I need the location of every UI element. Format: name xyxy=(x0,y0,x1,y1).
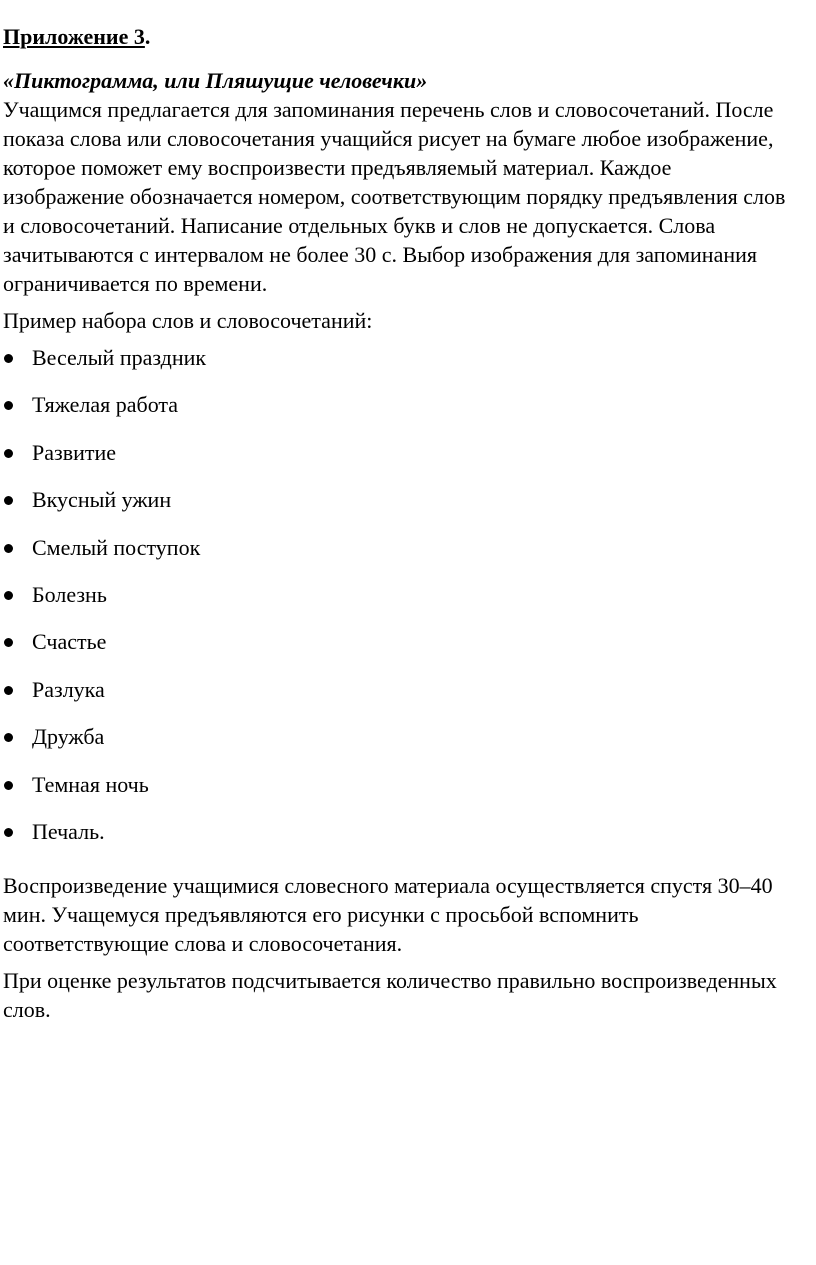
list-item xyxy=(3,722,796,769)
list-item xyxy=(3,485,796,532)
list-item xyxy=(3,438,796,485)
list-item-text: Вкусный ужин xyxy=(32,487,172,513)
appendix-title-period: . xyxy=(144,24,151,49)
list-item xyxy=(3,627,796,674)
list-item-text: Темная ночь xyxy=(32,771,149,797)
list-item-text: Развитие xyxy=(32,439,117,465)
appendix-title: Приложение 3 xyxy=(3,24,145,49)
bullet-icon xyxy=(4,781,13,790)
evaluation-paragraph: При оценке результатов подсчитывается количество правильно воспроизведенных слов. xyxy=(3,968,777,1023)
bullet-icon xyxy=(4,591,13,600)
bullet-icon xyxy=(4,638,13,647)
list-item xyxy=(3,770,796,817)
list-item xyxy=(3,580,796,627)
list-item-text: Печаль. xyxy=(32,818,105,844)
list-item-text: Веселый праздник xyxy=(32,345,207,370)
list-item-text: Тяжелая работа xyxy=(32,392,179,418)
example-label: Пример набора слов и словосочетаний: xyxy=(3,308,373,333)
bullet-icon xyxy=(4,449,13,458)
list-item-text: Дружба xyxy=(32,724,105,750)
word-list xyxy=(3,343,796,864)
list-item-text: Смелый поступок xyxy=(32,534,201,560)
list-item xyxy=(3,390,796,437)
method-title: «Пиктограмма, или Пляшущие человечки» xyxy=(3,68,428,93)
list-item-text: Разлука xyxy=(32,676,105,702)
bullet-icon xyxy=(4,496,13,505)
appendix-heading xyxy=(3,22,796,52)
bullet-icon xyxy=(4,544,13,553)
list-item xyxy=(3,533,796,580)
list-item-text: Болезнь xyxy=(32,581,107,607)
list-item xyxy=(3,675,796,722)
reproduction-paragraph: Воспроизведение учащимися словесного материала осуществляется спустя 30–40 мин. Учащемуся предъявляются его рисунки с просьбой вспомнить соответствующие слова и словосочетания. xyxy=(3,873,773,957)
intro-paragraph: Учащимся предлагается для запоминания перечень слов и словосочетаний. После показа слова или словосочетания учащийся рисует на бумаге любое изображение, которое поможет ему воспроизвести предъявляемый материал. Каждое изображение обозначается номером, соответствующим порядку предъявления слов и словосочетаний. Написание отдельных букв и слов не допускается. Слова зачитываются с интервалом не более 30 с. Выбор изображения для запоминания ограничивается по времени. xyxy=(3,97,786,296)
bullet-icon xyxy=(4,828,13,837)
bullet-icon xyxy=(4,686,13,695)
list-item xyxy=(3,817,796,864)
bullet-icon xyxy=(4,354,13,363)
list-item xyxy=(3,343,796,390)
bullet-icon xyxy=(4,733,13,742)
list-item-text: Счастье xyxy=(32,629,107,655)
bullet-icon xyxy=(4,401,13,410)
